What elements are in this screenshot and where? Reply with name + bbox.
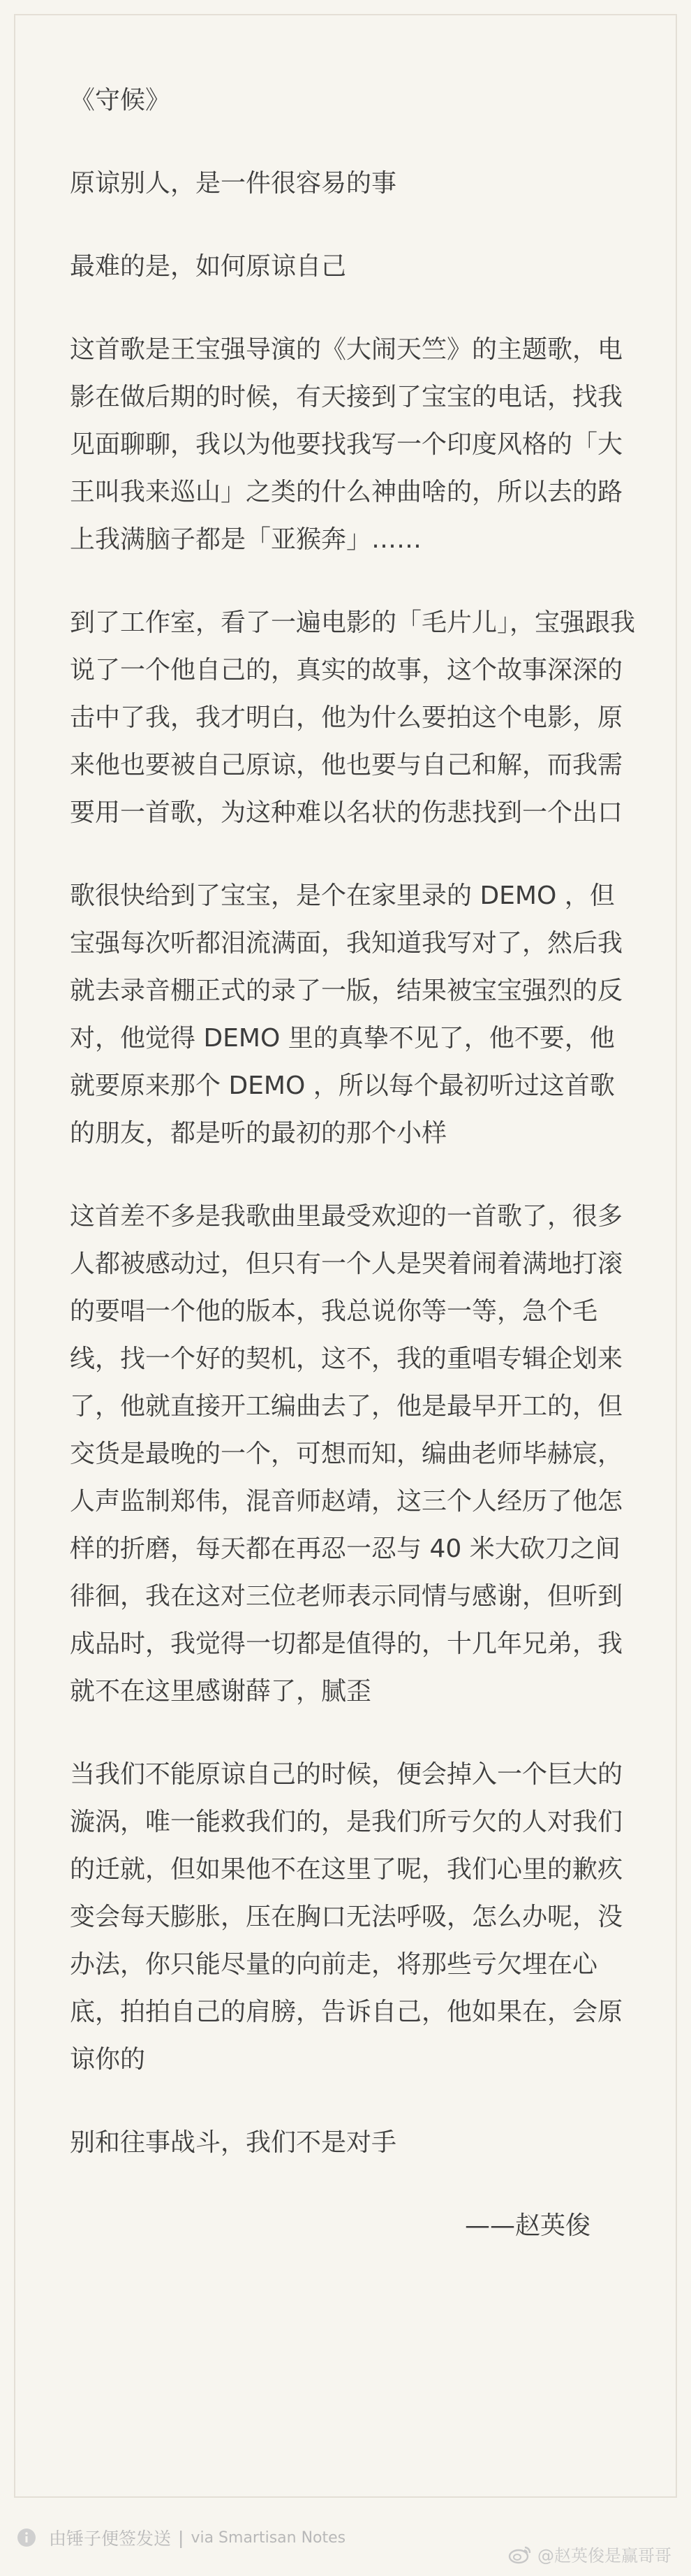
note-title: 《守候》 [70,86,171,115]
note-paragraph: 到了工作室，看了一遍电影的「毛片儿」，宝强跟我说了一个他自己的，真实的故事，这个故事深深的击中了我，我才明白，他为什么要拍这个电影，原来他也要被自己原谅，他也要与自己和解，而我需要用一首歌，为这种难以名状的伤悲找到一个出口 [70,608,636,827]
note-paragraph: 这首差不多是我歌曲里最受欢迎的一首歌了，很多人都被感动过，但只有一个人是哭着闹着满地打滚的要唱一个他的版本，我总说你等一等，急个毛线，找一个好的契机，这不，我的重唱专辑企划来了，他就直接开工编曲去了，他是最早开工的，但交货是最晚的一个，可想而知，编曲老师毕赫宸，人声监制郑伟，混音师赵靖，这三个人经历了他怎样的折磨，每天都在再忍一忍与 40 米大砍刀之间徘徊，我在这对三位老师表示同情与感谢，但听到成品时，我觉得一切都是值得的，十几年兄弟，我就不在这里感谢薛了，腻歪 [70,1202,623,1706]
weibo-icon [508,2545,532,2564]
footer-separator: | [178,2527,184,2548]
note-body [70,77,635,2285]
note-signature: ——赵英俊 [464,2211,590,2240]
note-paragraph: 最难的是，如何原谅自己 [70,252,347,281]
watermark-text: @赵英俊是赢哥哥 [537,2546,671,2566]
note-paragraph: 歌很快给到了宝宝，是个在家里录的 DEMO ，但宝强每次听都泪流满面，我知道我写对了，然后我就去录音棚正式的录了一版，结果被宝宝强烈的反对，他觉得 DEMO 里的真挚不见了，他不要，他就要原来那个 DEMO ，所以每个最初听过这首歌的朋友，都是听的最初的那个小样 [70,881,623,1148]
watermark [508,2542,671,2566]
info-icon [17,2528,36,2547]
footer-sent-via: 由锤子便签发送 [49,2529,172,2549]
note-paragraph: 别和往事战斗，我们不是对手 [70,2128,397,2157]
note-paragraph: 原谅别人，是一件很容易的事 [70,169,397,198]
footer-sent-via-en: via Smartisan Notes [191,2529,346,2547]
note-paragraph: 当我们不能原谅自己的时候，便会掉入一个巨大的漩涡，唯一能救我们的，是我们所亏欠的人对我们的迁就，但如果他不在这里了呢，我们心里的歉疚变会每天膨胀，压在胸口无法呼吸，怎么办呢，没办法，你只能尽量的向前走，将那些亏欠埋在心底，拍拍自己的肩膀，告诉自己，他如果在，会原谅你的 [70,1760,623,2074]
note-paragraph: 这首歌是王宝强导演的《大闹天竺》的主题歌，电影在做后期的时候，有天接到了宝宝的电话，找我见面聊聊，我以为他要找我写一个印度风格的「大王叫我来巡山」之类的什么神曲啥的，所以去的路上我满脑子都是「亚猴奔」…… [70,335,623,554]
